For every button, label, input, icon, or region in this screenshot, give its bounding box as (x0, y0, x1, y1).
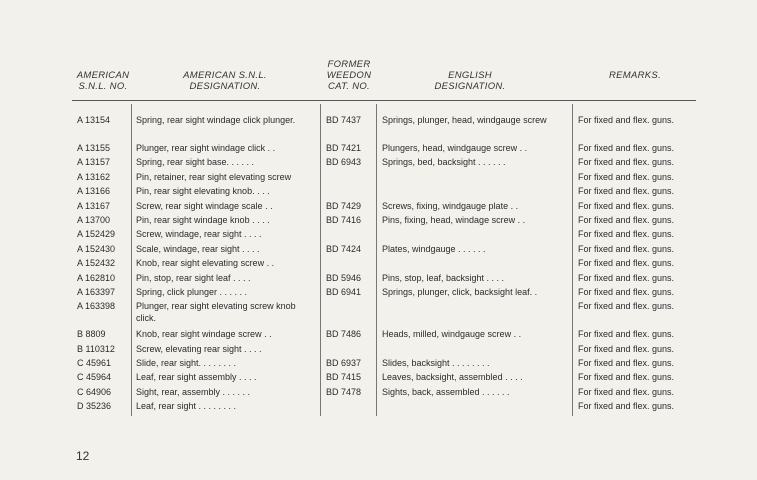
remarks-cell: For fixed and flex. guns. (578, 301, 675, 312)
table-row (0, 155, 757, 169)
table-body (0, 113, 757, 414)
english-designation-cell: Springs, bed, backsight . . . . . . (382, 157, 506, 168)
remarks-cell: For fixed and flex. guns. (578, 200, 675, 211)
table-row (0, 227, 757, 241)
header-rule (72, 100, 696, 101)
remarks-cell: For fixed and flex. guns. (578, 358, 675, 369)
english-designation-cell: Springs, plunger, head, windgauge screw (382, 115, 547, 125)
remarks-cell: For fixed and flex. guns. (578, 186, 675, 197)
american-designation-cell: Leaf, rear sight . . . . . . . . (136, 401, 237, 412)
snl-cell: A 163398 (77, 301, 116, 312)
snl-cell: B 8809 (77, 329, 106, 340)
weedon-cat-no-cell: BD 7416 (326, 214, 362, 225)
snl-cell: A 13157 (77, 157, 111, 168)
snl-cell: A 152430 (77, 243, 116, 254)
english-designation-cell: Springs, plunger, click, backsight leaf. . (382, 286, 538, 297)
table-row (0, 184, 757, 198)
table-row (0, 385, 757, 399)
snl-cell: A 13155 (77, 143, 111, 153)
snl-cell: A 13162 (77, 171, 111, 182)
weedon-cat-no-cell: BD 7424 (326, 243, 362, 254)
remarks-cell: For fixed and flex. guns. (578, 171, 675, 182)
english-designation-cell: Sights, back, assembled . . . . . . (382, 386, 510, 397)
remarks-cell: For fixed and flex. guns. (578, 229, 675, 240)
weedon-cat-no-cell: BD 6943 (326, 157, 362, 168)
english-designation-cell: Heads, milled, windgauge screw . . (382, 329, 522, 340)
american-designation-cell: Screw, windage, rear sight . . . . (136, 229, 262, 240)
weedon-cat-no-cell: BD 7486 (326, 329, 362, 340)
snl-cell: A 163397 (77, 286, 116, 297)
header-english-designation (420, 70, 520, 92)
snl-cell: A 152429 (77, 229, 116, 240)
table-row (0, 356, 757, 370)
header-line: FORMER (327, 59, 371, 70)
american-designation-cell: Knob, rear sight windage screw . . (136, 329, 272, 340)
header-line: S.N.L. NO. (78, 81, 128, 92)
weedon-cat-no-cell: BD 6937 (326, 358, 362, 369)
snl-cell: D 35236 (77, 401, 112, 412)
english-designation-cell: Leaves, backsight, assembled . . . . (382, 372, 523, 383)
remarks-cell: For fixed and flex. guns. (578, 329, 675, 340)
english-designation-cell: Plates, windgauge . . . . . . (382, 243, 486, 254)
table-row (0, 199, 757, 213)
table-row (0, 342, 757, 356)
american-designation-cell: Plunger, rear sight elevating screw knob click. (136, 301, 296, 324)
weedon-cat-no-cell: BD 7421 (326, 143, 362, 153)
table-row (0, 271, 757, 285)
american-designation-cell: Spring, rear sight base. . . . . . (136, 157, 255, 168)
american-designation-cell: Leaf, rear sight assembly . . . . (136, 372, 257, 383)
english-designation-cell: Pins, stop, leaf, backsight . . . . (382, 272, 505, 283)
header-line: ENGLISH (448, 70, 492, 81)
american-designation-cell: Pin, stop, rear sight leaf . . . . (136, 272, 251, 283)
table-row (0, 327, 757, 341)
american-designation-cell: Pin, rear sight elevating knob. . . . (136, 186, 270, 197)
remarks-cell: For fixed and flex. guns. (578, 243, 675, 254)
header-american-designation (170, 70, 280, 92)
table-row (0, 113, 757, 141)
snl-cell: A 13166 (77, 186, 111, 197)
table-row (0, 141, 757, 155)
snl-cell: A 152432 (77, 258, 116, 269)
header-line: DESIGNATION. (434, 81, 506, 92)
remarks-cell: For fixed and flex. guns. (578, 214, 675, 225)
header-former-weedon-cat-no (318, 59, 380, 92)
weedon-cat-no-cell: BD 7437 (326, 115, 362, 125)
remarks-cell: For fixed and flex. guns. (578, 115, 675, 125)
english-designation-cell: Plungers, head, windgauge screw . . (382, 143, 528, 153)
table-header (0, 56, 757, 96)
english-designation-cell: Pins, fixing, head, windage screw . . (382, 214, 526, 225)
american-designation-cell: Slide, rear sight. . . . . . . . (136, 358, 237, 369)
american-designation-cell: Knob, rear sight elevating screw . . (136, 258, 275, 269)
weedon-cat-no-cell: BD 6941 (326, 286, 362, 297)
american-designation-cell: Screw, rear sight windage scale . . (136, 200, 273, 211)
remarks-cell: For fixed and flex. guns. (578, 343, 675, 354)
table-row (0, 170, 757, 184)
english-designation-cell: Slides, backsight . . . . . . . . (382, 358, 490, 369)
remarks-cell: For fixed and flex. guns. (578, 386, 675, 397)
weedon-cat-no-cell: BD 5946 (326, 272, 362, 283)
weedon-cat-no-cell: BD 7478 (326, 386, 362, 397)
header-line: DESIGNATION. (189, 81, 261, 92)
header-line: CAT. NO. (328, 81, 370, 92)
remarks-cell: For fixed and flex. guns. (578, 157, 675, 168)
american-designation-cell: Plunger, rear sight windage click . . (136, 143, 276, 153)
snl-cell: C 45964 (77, 372, 112, 383)
table-row (0, 299, 757, 327)
american-designation-cell: Spring, rear sight windage click plunger. (136, 115, 296, 125)
table-row (0, 370, 757, 384)
snl-cell: A 13700 (77, 214, 111, 225)
english-designation-cell: Screws, fixing, windgauge plate . . (382, 200, 519, 211)
remarks-cell: For fixed and flex. guns. (578, 401, 675, 412)
header-line: AMERICAN (76, 70, 130, 81)
page-number: 12 (76, 449, 90, 463)
american-designation-cell: Pin, retainer, rear sight elevating screw (136, 171, 292, 182)
snl-cell: A 162810 (77, 272, 116, 283)
header-american-snl-no (68, 70, 138, 92)
american-designation-cell: Spring, click plunger . . . . . . (136, 286, 248, 297)
table-row (0, 285, 757, 299)
table-row (0, 242, 757, 256)
snl-cell: C 64906 (77, 386, 112, 397)
weedon-cat-no-cell: BD 7415 (326, 372, 362, 383)
snl-cell: C 45961 (77, 358, 112, 369)
remarks-cell: For fixed and flex. guns. (578, 286, 675, 297)
american-designation-cell: Scale, windage, rear sight . . . . (136, 243, 260, 254)
table-row (0, 256, 757, 270)
header-line: AMERICAN S.N.L. (183, 70, 267, 81)
snl-cell: A 13154 (77, 115, 111, 125)
remarks-cell: For fixed and flex. guns. (578, 372, 675, 383)
remarks-cell: For fixed and flex. guns. (578, 272, 675, 283)
snl-cell: A 13167 (77, 200, 111, 211)
remarks-cell: For fixed and flex. guns. (578, 143, 675, 153)
table-row (0, 399, 757, 413)
table-row (0, 213, 757, 227)
remarks-cell: For fixed and flex. guns. (578, 258, 675, 269)
header-line: WEEDON (326, 70, 372, 81)
american-designation-cell: Screw, elevating rear sight . . . . (136, 343, 262, 354)
american-designation-cell: Sight, rear, assembly . . . . . . (136, 386, 251, 397)
header-line: REMARKS. (608, 70, 662, 81)
header-remarks (590, 70, 680, 81)
american-designation-cell: Pin, rear sight windage knob . . . . (136, 214, 270, 225)
weedon-cat-no-cell: BD 7429 (326, 200, 362, 211)
snl-cell: B 110312 (77, 343, 115, 354)
